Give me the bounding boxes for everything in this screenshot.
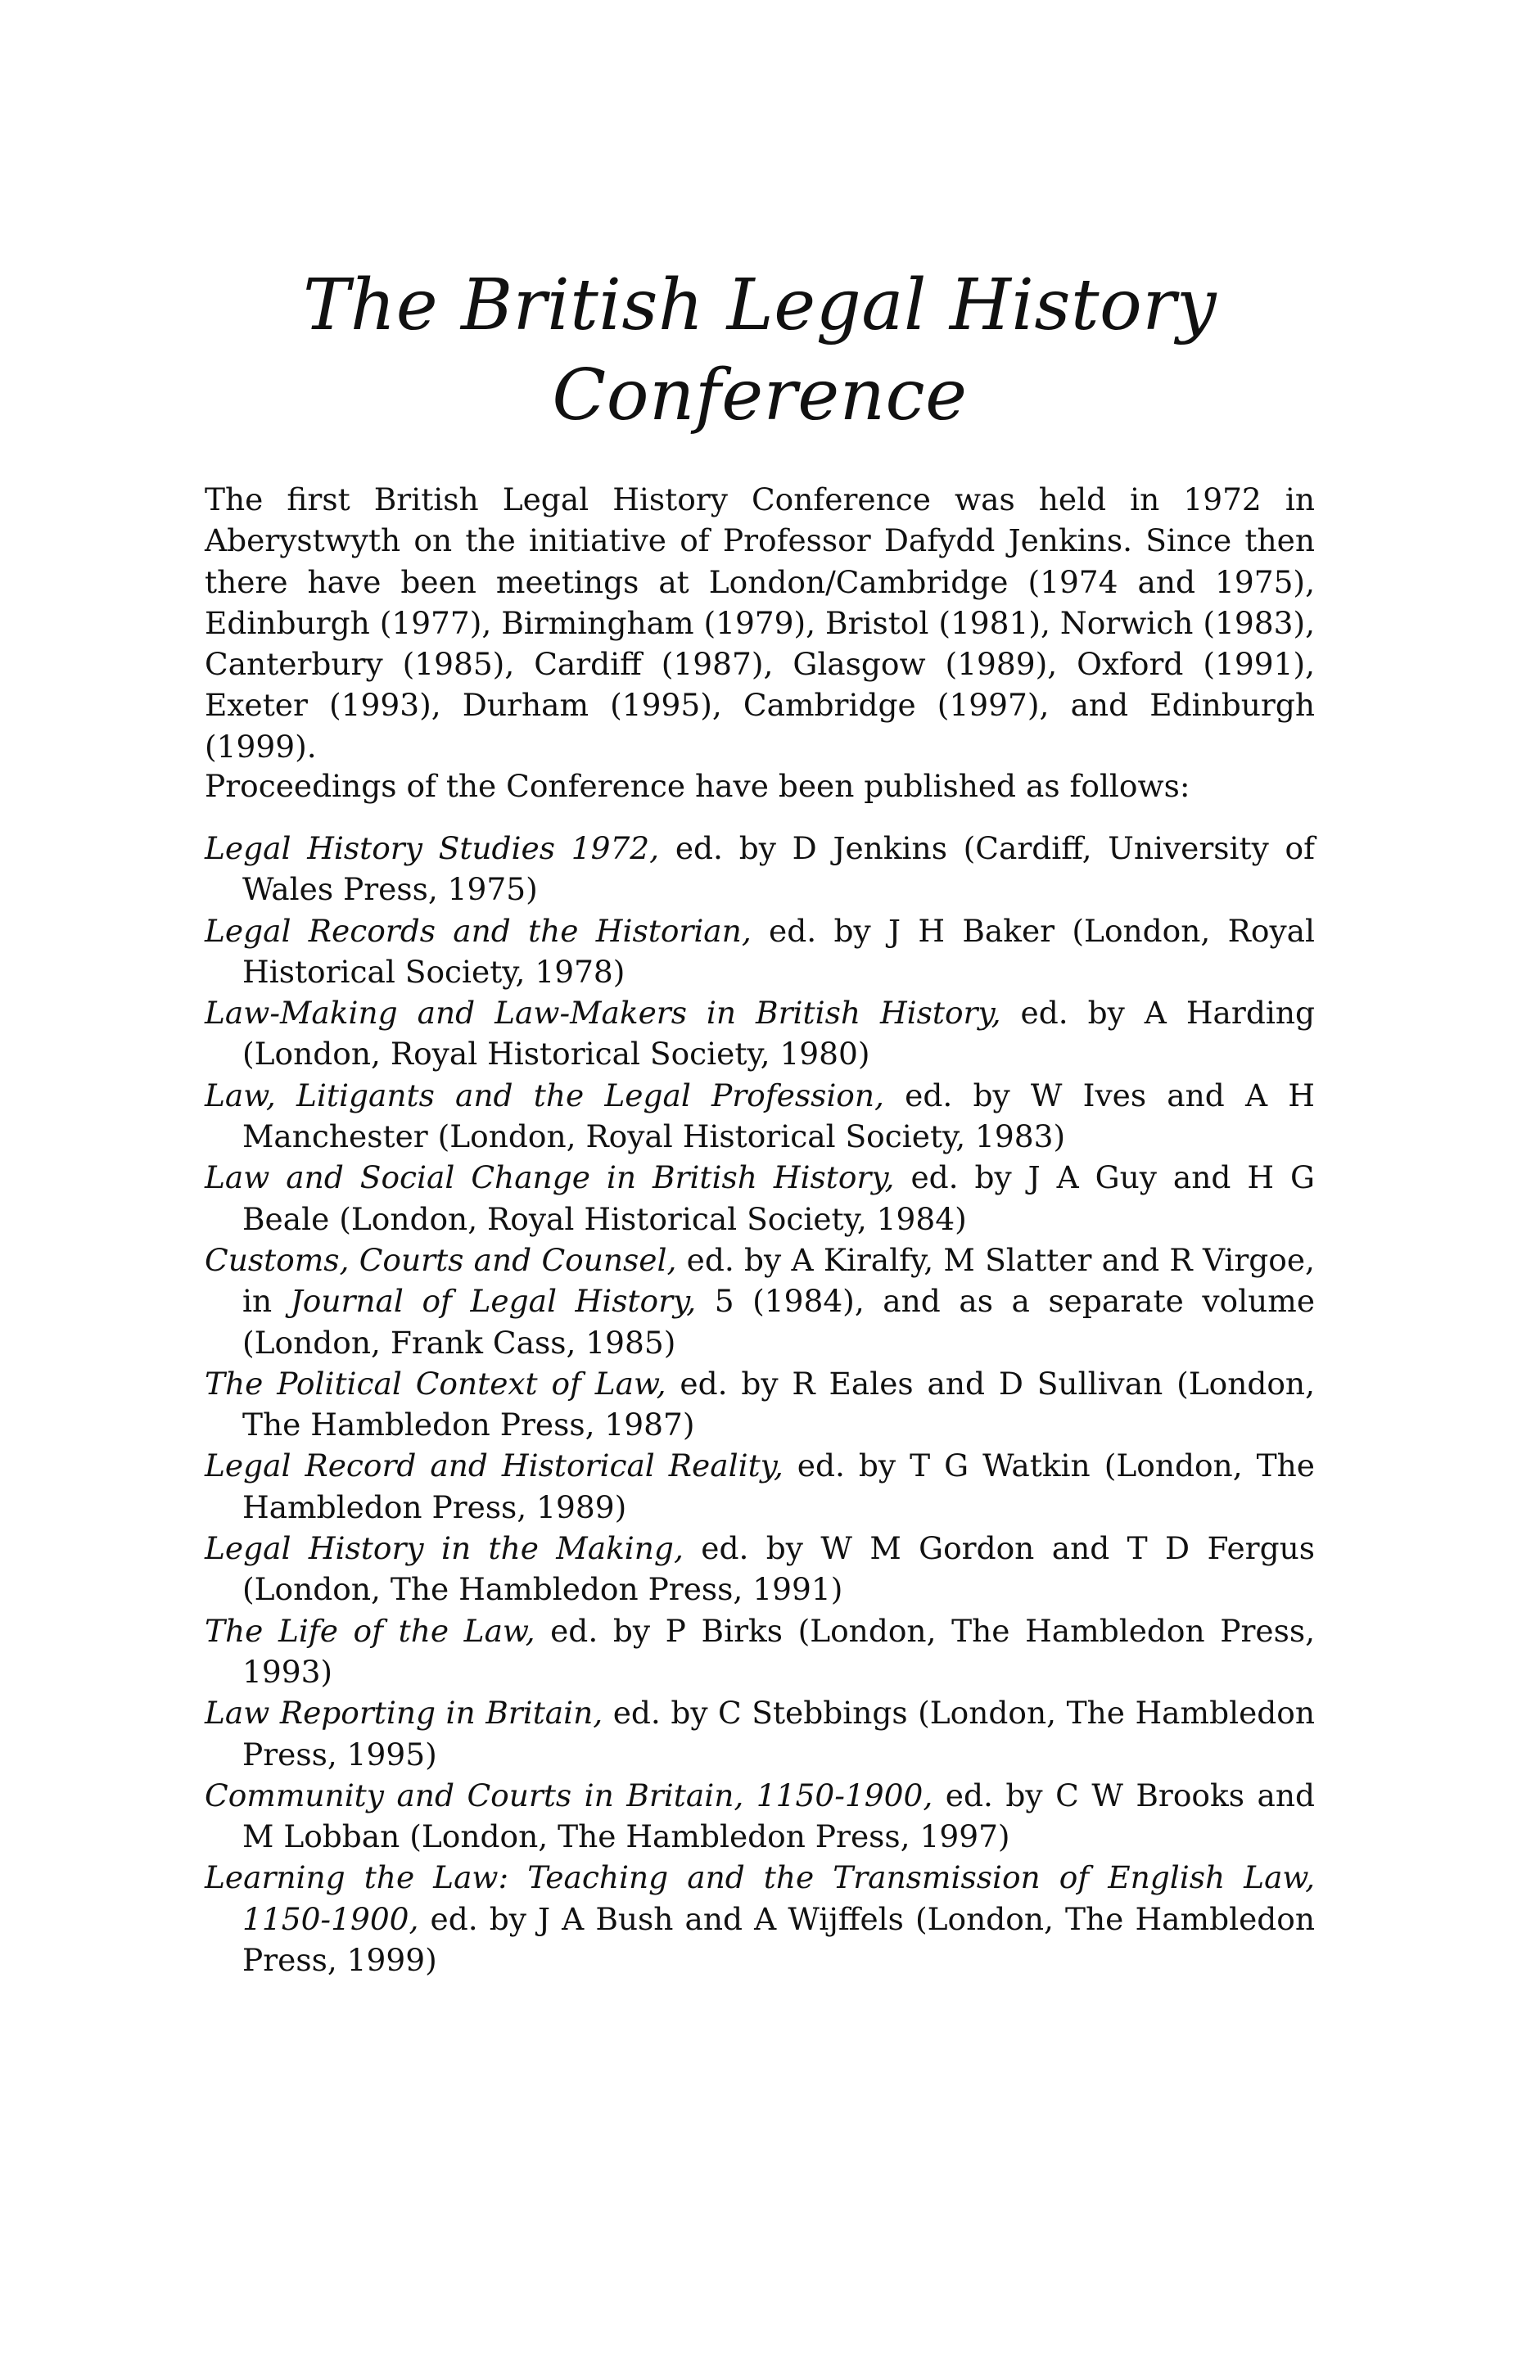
journal-title: Journal of Legal History, [290, 1283, 697, 1320]
publication-details: ed. by A Harding (London, Royal Historical Society, 1980) [242, 995, 1315, 1073]
publication-details: ed. by W M Gordon and T D Fergus (London, The Hambledon Press, 1991) [242, 1530, 1315, 1608]
publication-details: ed. by J A Bush and A Wijffels (London, The Hambledon Press, 1999) [242, 1900, 1315, 1979]
publication-item [205, 992, 1315, 1075]
page-title: The British Legal History Conference [302, 264, 1217, 436]
publication-details: ed. by C Stebbings (London, The Hambledon Press, 1995) [242, 1695, 1315, 1773]
publication-item [205, 1857, 1315, 1980]
publication-details: ed. by J H Baker (London, Royal Historical Society, 1978) [242, 912, 1315, 990]
publication-item [205, 1775, 1315, 1858]
publication-title: Law and Social Change in British History, [205, 1159, 895, 1196]
publication-item [205, 1528, 1315, 1610]
publication-item [205, 1240, 1315, 1363]
publication-title: Customs, Courts and Counsel, [205, 1241, 677, 1278]
publication-details-continued: 5 (1984), and as a separate volume (London, Frank Cass, 1985) [242, 1283, 1316, 1361]
publication-title: Legal Record and Historical Reality, [205, 1447, 784, 1484]
publication-item [205, 1610, 1315, 1693]
publication-item [205, 1157, 1315, 1240]
intro-paragraph: The first British Legal History Conference was held in 1972 in Aberystwyth on the initiative of Professor Dafydd Jenkins. Since then there have been meetings at London/Cambridge (1974 and 1975), Edinburgh (1977), Birmingham (1979), Bristol (1981), Norwich (1983), Canterbury (1985), Cardiff (1987), Glasgow (1989), Oxford (1991), Exeter (1993), Durham (1995), Cambridge (1997), and Edinburgh (1999). [205, 481, 1315, 765]
publication-details: ed. by J A Guy and H G Beale (London, Royal Historical Society, 1984) [242, 1159, 1316, 1237]
document-page [205, 0, 1315, 2380]
publication-details: ed. by T G Watkin (London, The Hambledon Press, 1989) [242, 1447, 1315, 1525]
publication-title: Law-Making and Law-Makers in British History, [205, 995, 1001, 1032]
publication-details: ed. by W Ives and A H Manchester (London, Royal Historical Society, 1983) [242, 1077, 1315, 1155]
publication-details: ed. by P Birks (London, The Hambledon Press, 1993) [242, 1612, 1316, 1690]
publication-item [205, 910, 1315, 993]
publications-list [205, 828, 1315, 1980]
publication-item [205, 828, 1315, 910]
publication-details: ed. by A Kiralfy, M Slatter and R Virgoe, in [242, 1241, 1315, 1320]
publication-details: ed. by R Eales and D Sullivan (London, The Hambledon Press, 1987) [242, 1365, 1316, 1443]
publication-item [205, 1445, 1315, 1528]
publication-title: Learning the Law: Teaching and the Transmission of English Law, 1150-1900, [205, 1859, 1315, 1937]
publication-details: ed. by C W Brooks and M Lobban (London, The Hambledon Press, 1997) [242, 1777, 1316, 1855]
publication-title: The Political Context of Law, [205, 1365, 666, 1402]
publication-details: ed. by D Jenkins (Cardiff, University of Wales Press, 1975) [242, 830, 1315, 908]
publication-item [205, 1363, 1315, 1446]
publication-item [205, 1075, 1315, 1158]
publication-title: The Life of the Law, [205, 1612, 535, 1649]
publication-item [205, 1692, 1315, 1775]
publication-title: Law, Litigants and the Legal Profession, [205, 1077, 884, 1113]
publication-title: Legal Records and the Historian, [205, 912, 752, 949]
publication-title: Law Reporting in Britain, [205, 1695, 603, 1732]
publication-title: Legal History Studies 1972, [205, 830, 660, 866]
proceedings-heading: Proceedings of the Conference have been published as follows: [205, 768, 1190, 804]
publication-title: Community and Courts in Britain, 1150-1900, [205, 1777, 933, 1813]
publication-title: Legal History in the Making, [205, 1530, 684, 1567]
